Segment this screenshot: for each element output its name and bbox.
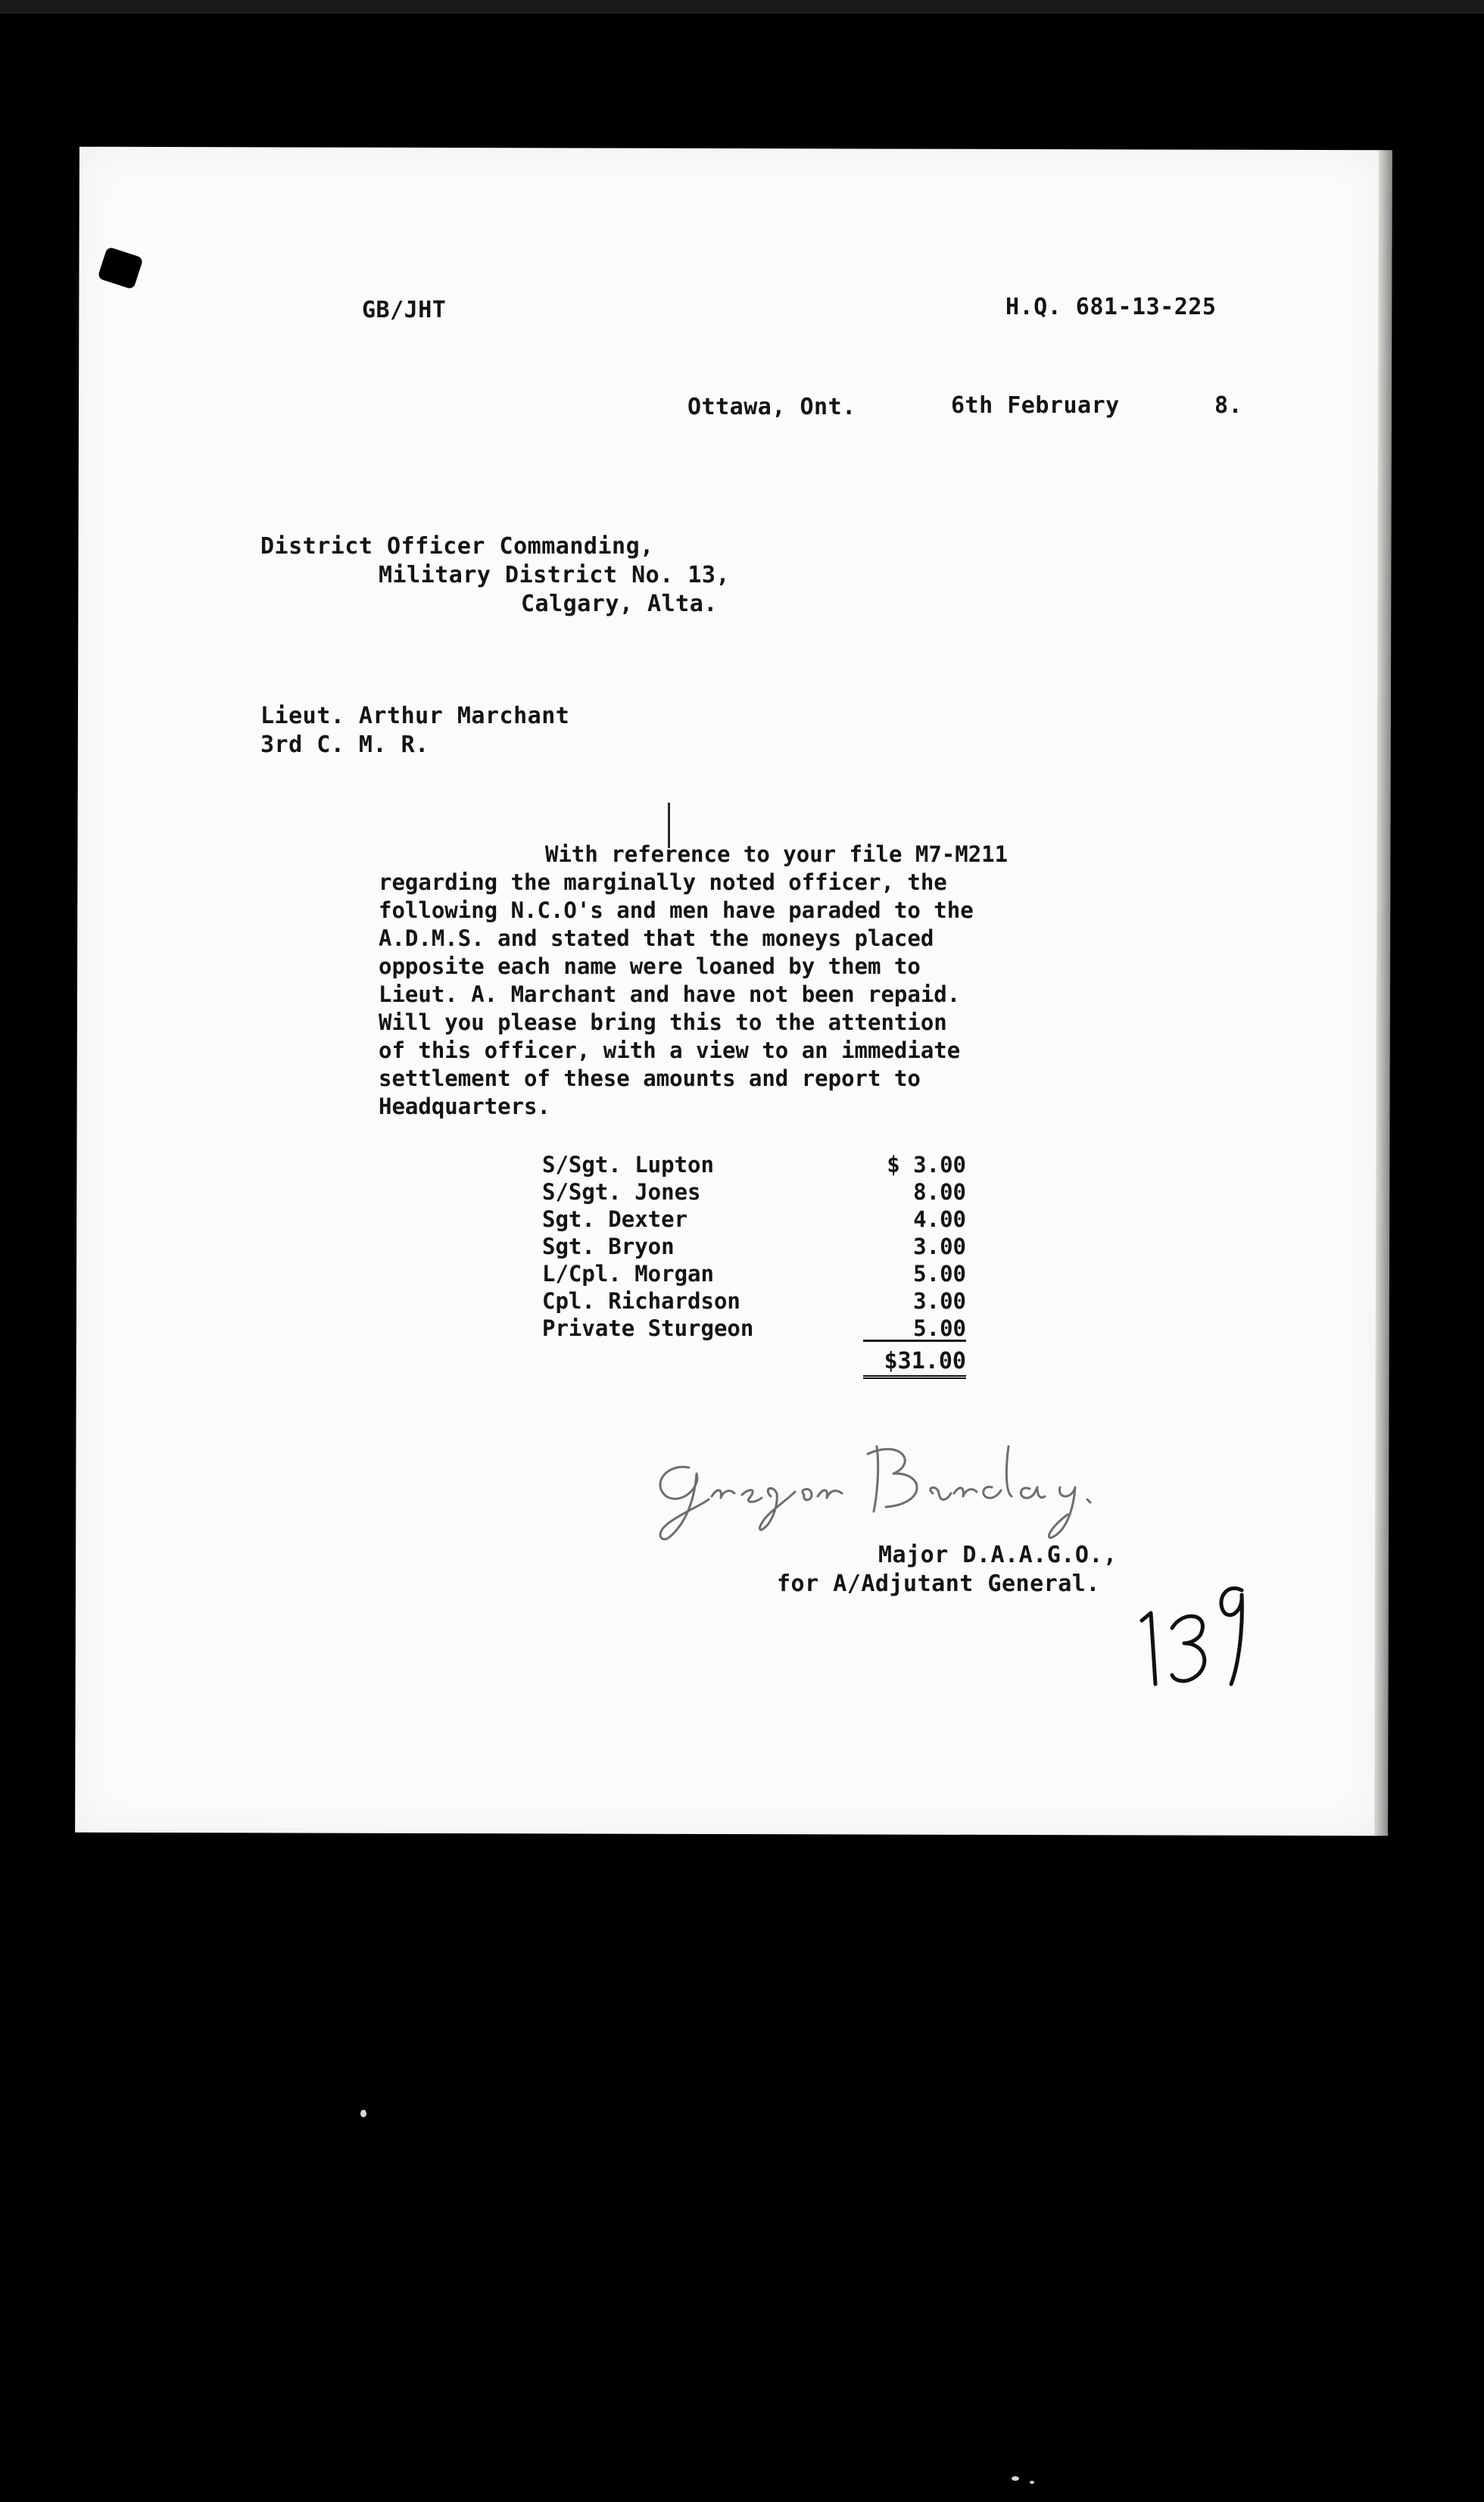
letter-body bbox=[379, 841, 1211, 1121]
loan-row bbox=[542, 1315, 966, 1342]
loan-amount: 3.00 bbox=[913, 1234, 966, 1259]
loan-amount: 5.00 bbox=[863, 1315, 966, 1342]
signatory-title: Major D.A.A.G.O., bbox=[878, 1542, 1118, 1568]
reference-initials: GB/JHT bbox=[362, 297, 447, 323]
subject-line-2: 3rd C. M. R. bbox=[260, 732, 429, 758]
loan-name: Cpl. Richardson bbox=[542, 1288, 740, 1314]
handwritten-signature bbox=[636, 1424, 1105, 1545]
loan-row bbox=[542, 1206, 966, 1233]
body-line: Headquarters. bbox=[379, 1093, 550, 1119]
scan-speck bbox=[360, 2110, 366, 2117]
page-edge-shadow bbox=[1374, 150, 1392, 1836]
body-line: following N.C.O's and men have paraded to the bbox=[379, 897, 974, 923]
body-line: With reference to your file M7-M211 bbox=[545, 841, 1009, 867]
body-line: of this officer, with a view to an immediate bbox=[379, 1037, 961, 1063]
loan-name: Sgt. Dexter bbox=[542, 1206, 688, 1232]
loan-amount: 4.00 bbox=[913, 1206, 966, 1232]
loan-row bbox=[542, 1233, 966, 1260]
scan-speck bbox=[1012, 2476, 1019, 2481]
loan-amount: $ 3.00 bbox=[887, 1152, 966, 1178]
loan-name: Sgt. Bryon bbox=[542, 1234, 675, 1259]
scan-top-strip bbox=[0, 0, 1484, 14]
date: 6th February bbox=[951, 392, 1120, 419]
loan-amount: 3.00 bbox=[913, 1288, 966, 1314]
body-line: regarding the marginally noted officer, the bbox=[379, 869, 947, 895]
loan-name: S/Sgt. Lupton bbox=[542, 1152, 714, 1178]
addressee-line-2: Military District No. 13, bbox=[379, 562, 731, 588]
signatory-for: for A/Adjutant General. bbox=[777, 1571, 1100, 1597]
loan-total-row bbox=[542, 1348, 966, 1379]
loan-name: S/Sgt. Jones bbox=[542, 1179, 701, 1205]
loan-row bbox=[542, 1151, 966, 1178]
body-line: Will you please bring this to the attention bbox=[379, 1009, 947, 1035]
loan-amount: 5.00 bbox=[913, 1261, 966, 1287]
handwritten-folio-number bbox=[1128, 1575, 1249, 1689]
loan-total: $31.00 bbox=[863, 1348, 966, 1379]
loan-list bbox=[542, 1151, 966, 1379]
body-line: Lieut. A. Marchant and have not been repaid. bbox=[379, 981, 961, 1007]
addressee-line-1: District Officer Commanding, bbox=[260, 533, 654, 560]
subject-line-1: Lieut. Arthur Marchant bbox=[260, 703, 570, 729]
addressee-line-3: Calgary, Alta. bbox=[521, 591, 718, 617]
body-line: settlement of these amounts and report to bbox=[379, 1065, 921, 1091]
loan-row bbox=[542, 1178, 966, 1206]
loan-row bbox=[542, 1287, 966, 1315]
file-number: H.Q. 681-13-225 bbox=[1005, 294, 1217, 320]
body-line: A.D.M.S. and stated that the moneys placed bbox=[379, 925, 934, 951]
loan-name: L/Cpl. Morgan bbox=[542, 1261, 714, 1287]
place: Ottawa, Ont. bbox=[687, 394, 856, 420]
body-line: opposite each name were loaned by them to bbox=[379, 953, 921, 979]
scan-speck bbox=[1030, 2481, 1034, 2484]
loan-row bbox=[542, 1260, 966, 1287]
year: 8. bbox=[1214, 392, 1243, 419]
loan-amount: 8.00 bbox=[913, 1179, 966, 1205]
loan-name: Private Sturgeon bbox=[542, 1315, 754, 1341]
